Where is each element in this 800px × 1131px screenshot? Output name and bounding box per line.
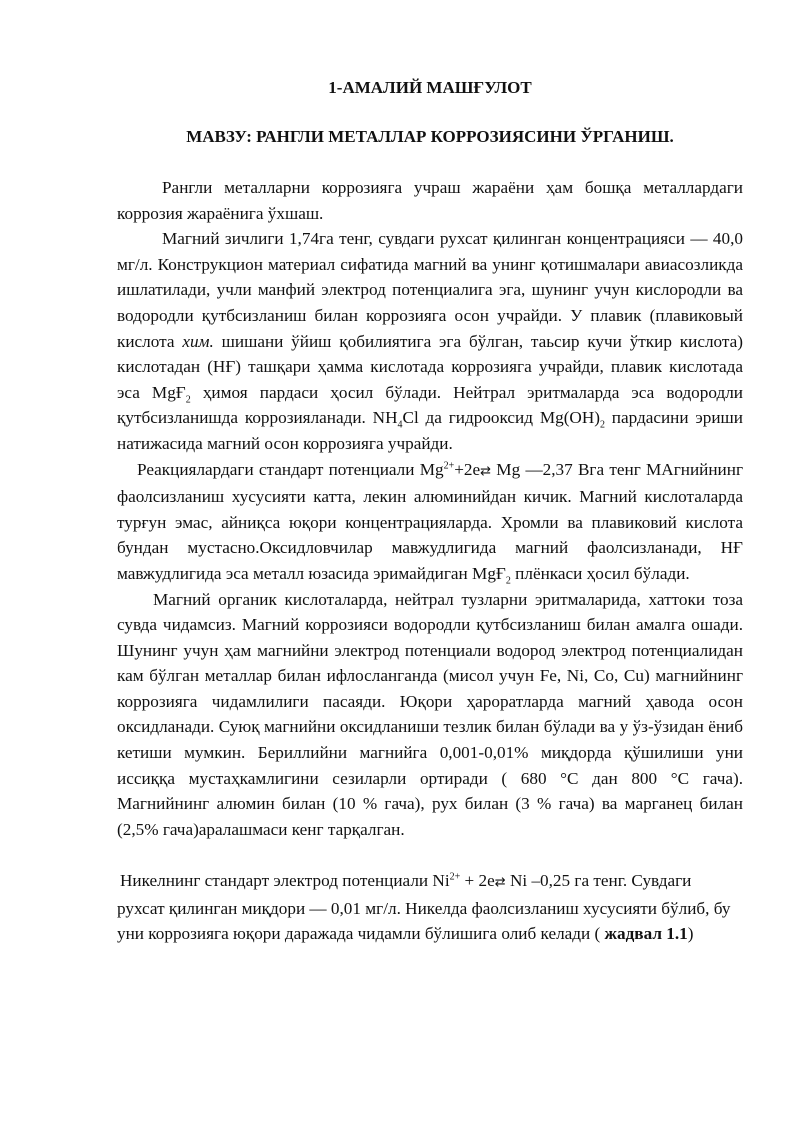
text-run: Никелнинг стандарт электрод потенциали Ni <box>120 871 450 891</box>
text-run: + 2e <box>460 871 495 891</box>
paragraph-organic-acids: Магний органик кислоталарда, нейтрал тузларни эритмаларида, хаттоки тоза сувда чидамсиз. Магний коррозияси водородли қутбсизланиш билан амалга ошади. Шунинг учун ҳам магнийни электрод потенциали водород электрод потенциалидан кам бўлган металлар билан ифлосланганда (мисол учун Fe, Ni, Co, Cu) магнийнинг коррозияга чидамлилиги пасаяди. Юқори ҳароратларда магний ҳавода осон оксидланади. Суюқ магнийни оксидланиши тезлик билан бўлади ва у ўз-ўзидан ёниб кетиши мумкин. Бериллийни магнийга 0,001-0,01% миқдорда қўшилиши уни иссиққа мустаҳкамлигини сезиларли ортиради ( 680 °C дан 800 °C гача). Магнийнинг алюмин билан (10 % гача), рух билан (3 % гача) ва марганец билан (2,5% гача)аралашмаси кенг тарқалган. <box>117 589 743 839</box>
superscript: 2+ <box>443 459 455 471</box>
text-run: Ni –0,25 га тенг. Сувдаги рухсат қилинган миқдори — 0,01 мг/л. Никелда фаолсизланиш хусусияти бўлиб, бу уни коррозияга юқори даражада чидамли бўлишига олиб келади ( <box>117 871 731 944</box>
subscript: 2 <box>505 575 511 587</box>
text-run: Mg —2,37 Вга тенг МАгнийнинг фаолсизланиш хусусияти катта, лекин алюминийдан кичик. Магний кислоталарда турғун эмас, айниқса юқори концентрацияларда. Хромли ва плавиковий кислота бундан мустасно.Оксидловчилар мавжудлигида магний фаолсизланади, HҒ мавжудлигида эса металл юзасида эримайдиган MgҒ <box>117 459 743 583</box>
subscript: 2 <box>599 419 605 431</box>
text-run: Магний зичлиги 1,74га тенг, сувдаги рухсат қилинган концентрацияси — 40,0 мг/л. Конструкцион материал сифатида магний ва унинг қотишмалари авиасозликда ишлатилади, учли манфий электрод потенциалига эга, шунинг учун кислородли ва водородли қутбсизланиш билан коррозияга осон учрайди. У плавик (плавиковый кислота <box>117 229 743 351</box>
paragraph-magnesium-density <box>117 226 743 456</box>
equilibrium-arrow-icon: ⇄ <box>494 875 506 891</box>
superscript: 2+ <box>449 871 461 883</box>
paragraph-intro: Рангли металларни коррозияга учраш жараёни ҳам бошқа металлардаги коррозия жараёнига ўхшаш. <box>117 178 743 223</box>
text-run: +2e <box>454 459 481 479</box>
document-body <box>117 175 743 947</box>
text-run: Реакциялардаги стандарт потенциали Mg <box>137 459 444 479</box>
text-run: плёнкаси ҳосил бўлади. <box>510 563 690 583</box>
topic-title: МАВЗУ: РАНГЛИ МЕТАЛЛАР КОРРОЗИЯСИНИ ЎРГАНИШ. <box>186 127 674 146</box>
paragraph-nickel <box>117 868 743 947</box>
text-run: ҳимоя пардаси ҳосил бўлади. Нейтрал эритмаларда эса водородли қутбсизланишда коррозияланади. NH <box>117 382 743 428</box>
text-run: Cl да гидрооксид Mg(OH) <box>402 408 600 428</box>
text-run: пардасини эриши натижасида магний осон коррозияга учрайди. <box>117 408 743 453</box>
italic-abbreviation: хим. <box>182 331 214 351</box>
paragraph-reaction-potential <box>117 457 743 587</box>
text-run: шишани ўйиш қобилиятига эга бўлган, таьсир кучи ўткир кислота) кислотадан (HҒ) ташқари ҳамма кислотада коррозияга учрайди, плавик кислотада эса MgҒ <box>117 331 743 402</box>
equilibrium-arrow-icon: ⇄ <box>480 463 492 479</box>
subscript: 2 <box>185 394 191 406</box>
table-reference: жадвал 1.1 <box>604 924 688 944</box>
page-title: 1-АМАЛИЙ МАШҒУЛОТ <box>328 78 532 97</box>
subscript: 4 <box>397 419 403 431</box>
text-run: ) <box>687 924 694 944</box>
